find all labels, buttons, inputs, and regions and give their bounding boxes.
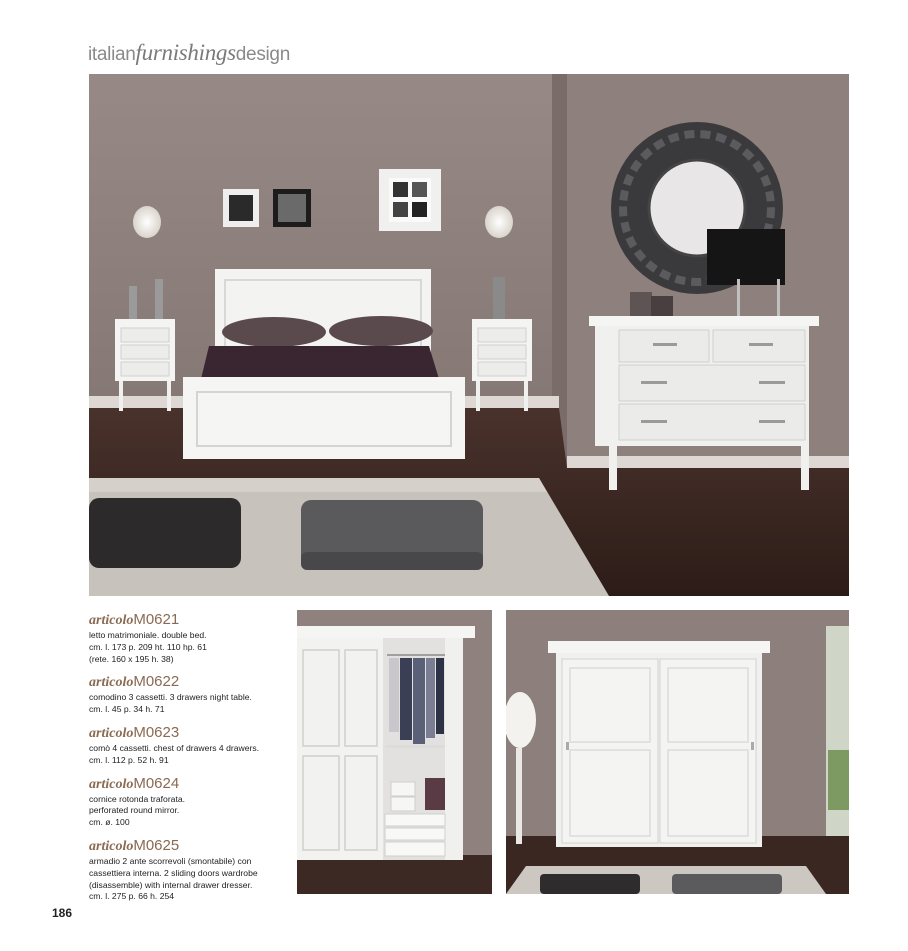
code-number: M0624: [133, 774, 180, 792]
code-number: M0623: [133, 723, 180, 741]
product-item: [89, 725, 289, 767]
product-list: [89, 612, 289, 912]
code-prefix: articolo: [89, 838, 134, 854]
product-description: armadio 2 ante scorrevoli (smontabile) con cassettiera interna. 2 sliding doors wardrobe (disassemble) with internal drawer dresser. cm. l. 275 p. 66 h. 254: [89, 855, 258, 902]
bedroom-photo: [89, 74, 849, 596]
product-item: [89, 674, 289, 716]
header-script: furnishings: [135, 40, 236, 65]
closed-wardrobe-photo: [506, 610, 849, 894]
product-code: [89, 838, 289, 855]
header-suffix: design: [235, 44, 290, 65]
code-number: M0622: [133, 673, 180, 691]
product-description: letto matrimoniale. double bed. cm. l. 173 p. 209 ht. 110 hp. 61 (rete. 160 x 195 h. 38): [89, 630, 207, 664]
product-description: comò 4 cassetti. chest of drawers 4 drawers. cm. l. 112 p. 52 h. 91: [89, 742, 260, 765]
product-item: [89, 776, 289, 829]
product-description: comodino 3 cassetti. 3 drawers night table. cm. l. 45 p. 34 h. 71: [89, 692, 252, 715]
product-item: [89, 838, 289, 903]
code-prefix: articolo: [89, 776, 134, 792]
open-wardrobe-photo: [297, 610, 492, 894]
header-prefix: italian: [88, 44, 136, 65]
code-prefix: articolo: [89, 675, 134, 691]
product-code: [89, 674, 289, 691]
product-description: cornice rotonda traforata. perforated round mirror. cm. ø. 100: [89, 793, 186, 828]
product-code: [89, 612, 289, 629]
product-item: [89, 612, 289, 665]
code-number: M0625: [133, 836, 180, 854]
code-number: M0621: [133, 611, 180, 628]
product-code: [89, 725, 289, 742]
brand-header: [88, 40, 290, 66]
page-number: 186: [52, 906, 73, 920]
code-prefix: articolo: [89, 613, 134, 628]
product-code: [89, 776, 289, 793]
code-prefix: articolo: [89, 725, 134, 741]
